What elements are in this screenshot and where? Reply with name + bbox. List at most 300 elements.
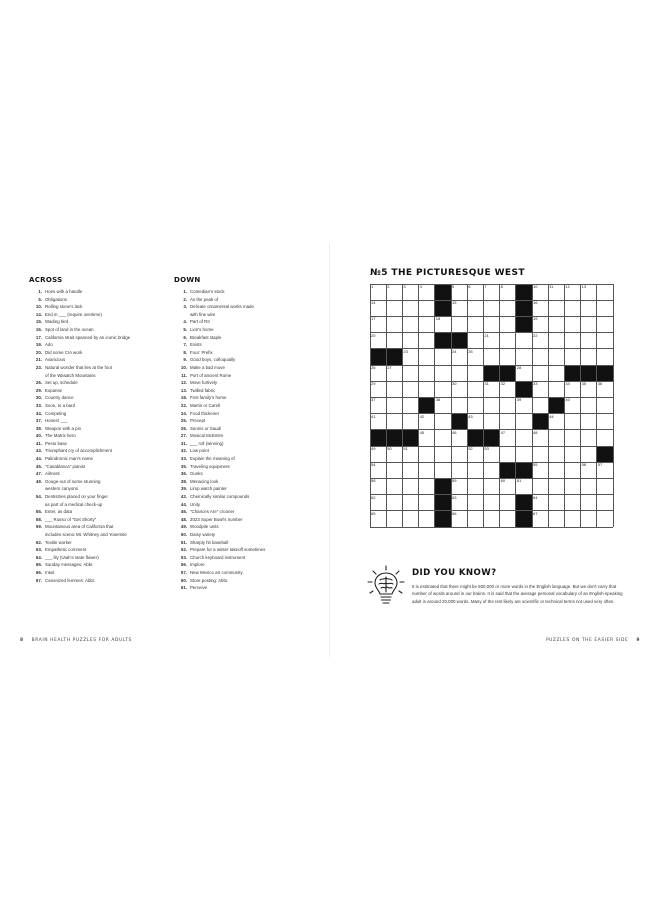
cell-number: 31 xyxy=(484,381,489,387)
clue-text: Soon, to a bard xyxy=(45,402,76,408)
cell-number: 56 xyxy=(581,462,587,468)
clue-text: Daisy variety xyxy=(190,532,216,537)
grid-cell[interactable] xyxy=(500,495,516,511)
puzzle-title: №5 THE PICTURESQUE WEST xyxy=(370,268,525,278)
grid-cell[interactable] xyxy=(435,365,451,381)
page-gutter xyxy=(329,243,330,657)
grid-cell[interactable] xyxy=(516,333,532,349)
grid-cell[interactable] xyxy=(402,381,418,397)
grid-cell[interactable] xyxy=(419,316,435,332)
grid-cell[interactable] xyxy=(564,397,580,413)
grid-cell[interactable] xyxy=(451,430,467,446)
grid-cell[interactable] xyxy=(500,478,516,494)
grid-cell[interactable] xyxy=(386,300,402,316)
cell-number: 32 xyxy=(500,381,506,387)
down-clue-list xyxy=(174,288,324,592)
grid-block xyxy=(548,397,564,413)
grid-cell[interactable] xyxy=(581,446,597,462)
grid-cell[interactable] xyxy=(402,300,418,316)
grid-cell[interactable] xyxy=(435,316,451,332)
grid-cell[interactable] xyxy=(467,495,483,511)
grid-cell[interactable] xyxy=(597,478,613,494)
grid-line xyxy=(386,284,390,527)
grid-cell[interactable] xyxy=(597,300,613,316)
cell-number: 45 xyxy=(419,429,425,435)
across-clue xyxy=(29,447,161,455)
grid-cell[interactable] xyxy=(402,333,418,349)
grid-cell[interactable] xyxy=(451,284,467,300)
grid-cell[interactable] xyxy=(386,316,402,332)
across-clue xyxy=(29,569,161,577)
grid-cell[interactable] xyxy=(386,414,402,430)
grid-cell[interactable] xyxy=(532,300,548,316)
cell-number: 24 xyxy=(452,348,457,354)
grid-cell[interactable] xyxy=(548,478,564,494)
grid-cell[interactable] xyxy=(597,495,613,511)
grid-cell[interactable] xyxy=(467,462,483,478)
grid-cell[interactable] xyxy=(451,478,467,494)
grid-cell[interactable] xyxy=(419,300,435,316)
grid-cell[interactable] xyxy=(564,349,580,365)
grid-cell[interactable] xyxy=(467,349,483,365)
clue-number: 62. xyxy=(35,539,42,545)
grid-cell[interactable] xyxy=(419,284,435,300)
grid-cell[interactable] xyxy=(532,495,548,511)
clue-text: Exists xyxy=(190,342,202,348)
clue-number: 39. xyxy=(180,486,187,492)
clue-number: 42. xyxy=(180,494,187,500)
grid-cell[interactable] xyxy=(581,430,597,446)
cell-number: 2 xyxy=(387,284,390,289)
grid-cell[interactable] xyxy=(581,333,597,349)
grid-cell[interactable] xyxy=(532,478,548,494)
grid-cell[interactable] xyxy=(548,495,564,511)
grid-cell[interactable] xyxy=(516,446,532,462)
grid-cell[interactable] xyxy=(500,430,516,446)
grid-block xyxy=(532,414,548,430)
down-clue xyxy=(174,523,324,531)
grid-cell[interactable] xyxy=(370,446,386,462)
grid-cell[interactable] xyxy=(532,381,548,397)
grid-cell[interactable] xyxy=(483,446,499,462)
grid-cell[interactable] xyxy=(451,365,467,381)
grid-line xyxy=(434,284,435,527)
clue-number: 21. xyxy=(35,357,42,363)
across-clue xyxy=(29,296,161,304)
grid-cell[interactable] xyxy=(548,414,564,430)
grid-block xyxy=(483,365,499,381)
across-clue xyxy=(29,394,161,402)
grid-cell[interactable] xyxy=(419,349,435,365)
grid-cell[interactable] xyxy=(581,284,597,300)
clue-text: Competing xyxy=(45,410,67,416)
grid-block xyxy=(516,284,532,300)
grid-cell[interactable] xyxy=(532,462,548,478)
clue-number: 26. xyxy=(180,425,187,431)
grid-cell[interactable] xyxy=(564,414,580,430)
grid-cell[interactable] xyxy=(581,349,597,365)
grid-cell[interactable] xyxy=(564,284,580,300)
grid-cell[interactable] xyxy=(483,284,499,300)
grid-cell[interactable] xyxy=(467,397,483,413)
grid-cell[interactable] xyxy=(548,284,564,300)
grid-cell[interactable] xyxy=(451,511,467,527)
cell-number: 28 xyxy=(516,365,522,370)
grid-cell[interactable] xyxy=(370,462,386,478)
grid-cell[interactable] xyxy=(419,365,435,381)
grid-cell[interactable] xyxy=(451,462,467,478)
clue-text: Lion's home xyxy=(190,326,214,332)
clue-number: 55. xyxy=(35,509,42,515)
grid-block xyxy=(483,430,499,446)
grid-cell[interactable] xyxy=(548,333,564,349)
cell-number: 19 xyxy=(533,316,538,322)
grid-cell[interactable] xyxy=(467,478,483,494)
across-clue xyxy=(29,288,161,296)
grid-cell[interactable] xyxy=(402,316,418,332)
cell-number: 52 xyxy=(468,446,473,451)
grid-cell[interactable] xyxy=(597,284,613,300)
grid-cell[interactable] xyxy=(402,349,418,365)
grid-cell[interactable] xyxy=(500,511,516,527)
grid-cell[interactable] xyxy=(564,478,580,494)
grid-cell[interactable] xyxy=(564,495,580,511)
grid-cell[interactable] xyxy=(548,430,564,446)
grid-cell[interactable] xyxy=(483,478,499,494)
grid-line xyxy=(580,284,581,527)
grid-cell[interactable] xyxy=(581,397,597,413)
clue-text: ___ Russo of "Get Shorty" xyxy=(45,516,97,522)
grid-cell[interactable] xyxy=(581,495,597,511)
grid-cell[interactable] xyxy=(597,430,613,446)
clue-text: 2023 Super Bowl's number xyxy=(190,516,243,522)
grid-cell[interactable] xyxy=(402,462,418,478)
grid-cell[interactable] xyxy=(451,495,467,511)
grid-cell[interactable] xyxy=(483,349,499,365)
clue-text: Rolling stone's lack xyxy=(45,304,83,310)
cell-number: 22 xyxy=(533,332,538,338)
grid-cell[interactable] xyxy=(532,365,548,381)
grid-cell[interactable] xyxy=(483,381,499,397)
grid-cell[interactable] xyxy=(597,316,613,332)
grid-cell[interactable] xyxy=(467,333,483,349)
grid-cell[interactable] xyxy=(370,495,386,511)
grid-cell[interactable] xyxy=(581,316,597,332)
grid-cell[interactable] xyxy=(386,446,402,462)
grid-cell[interactable] xyxy=(500,284,516,300)
grid-cell[interactable] xyxy=(370,381,386,397)
grid-cell[interactable] xyxy=(548,381,564,397)
grid-cell[interactable] xyxy=(516,365,532,381)
grid-cell[interactable] xyxy=(370,414,386,430)
grid-cell[interactable] xyxy=(500,300,516,316)
clue-text: Gouge-out of some stunning western canyons xyxy=(45,478,101,492)
grid-cell[interactable] xyxy=(548,446,564,462)
cell-number: 39 xyxy=(516,397,522,403)
across-clue xyxy=(29,455,161,463)
grid-cell[interactable] xyxy=(500,349,516,365)
clue-text: ___ lily (Utah's state flower) xyxy=(45,554,99,560)
grid-line xyxy=(548,284,549,527)
grid-cell[interactable] xyxy=(532,316,548,332)
grid-cell[interactable] xyxy=(386,284,402,300)
grid-cell[interactable] xyxy=(419,446,435,462)
grid-cell[interactable] xyxy=(370,284,386,300)
across-clue xyxy=(29,470,161,478)
clue-number: 14. xyxy=(35,311,42,317)
grid-cell[interactable] xyxy=(451,446,467,462)
grid-cell[interactable] xyxy=(419,414,435,430)
down-clue xyxy=(174,334,324,342)
grid-cell[interactable] xyxy=(532,333,548,349)
grid-cell[interactable] xyxy=(419,511,435,527)
grid-block xyxy=(451,333,467,349)
grid-line xyxy=(370,300,613,301)
down-clue xyxy=(174,410,324,418)
cell-number: 60 xyxy=(500,478,506,484)
grid-cell[interactable] xyxy=(597,511,613,527)
grid-cell[interactable] xyxy=(402,446,418,462)
grid-cell[interactable] xyxy=(370,333,386,349)
grid-block xyxy=(370,430,386,446)
clue-number: 13. xyxy=(180,387,187,393)
clue-text: Sharply hit baseball xyxy=(190,539,229,545)
clue-number: 59. xyxy=(35,524,42,530)
clue-text: California strait spanned by an iconic bridge xyxy=(45,334,131,340)
grid-line xyxy=(370,316,613,317)
grid-cell[interactable] xyxy=(548,462,564,478)
across-clue xyxy=(29,508,161,516)
grid-cell[interactable] xyxy=(548,511,564,527)
grid-block xyxy=(597,365,613,381)
grid-cell[interactable] xyxy=(500,381,516,397)
across-clue xyxy=(29,410,161,418)
grid-cell[interactable] xyxy=(402,284,418,300)
cell-number: 5 xyxy=(452,284,455,289)
grid-cell[interactable] xyxy=(451,397,467,413)
down-clue xyxy=(174,356,324,364)
across-clue xyxy=(29,303,161,311)
grid-cell[interactable] xyxy=(483,397,499,413)
down-clue xyxy=(174,455,324,463)
grid-cell[interactable] xyxy=(370,316,386,332)
grid-cell[interactable] xyxy=(564,446,580,462)
clue-text: Move furtively xyxy=(190,380,218,386)
clue-text: Ado xyxy=(45,342,53,348)
grid-cell[interactable] xyxy=(419,462,435,478)
grid-cell[interactable] xyxy=(451,381,467,397)
grid-cell[interactable] xyxy=(435,462,451,478)
grid-cell[interactable] xyxy=(386,511,402,527)
clue-text: Weapon with a pin xyxy=(45,425,82,431)
grid-cell[interactable] xyxy=(435,446,451,462)
grid-cell[interactable] xyxy=(500,414,516,430)
grid-cell[interactable] xyxy=(435,430,451,446)
did-you-know-text: It is estimated that there might be 500,000 or more words in the English language. But we don't carry that number of words around in our brains. It is said that the average personal vocabulary of an English-speaking adult is around 20,000 words. Many of the rest likely are scientific or technical terms not used very often. xyxy=(412,584,623,604)
grid-cell[interactable] xyxy=(435,381,451,397)
grid-cell[interactable] xyxy=(581,414,597,430)
grid-cell[interactable] xyxy=(419,495,435,511)
grid-cell[interactable] xyxy=(370,365,386,381)
grid-cell[interactable] xyxy=(370,478,386,494)
grid-cell[interactable] xyxy=(516,349,532,365)
grid-cell[interactable] xyxy=(564,462,580,478)
grid-cell[interactable] xyxy=(516,478,532,494)
grid-cell[interactable] xyxy=(564,316,580,332)
down-clue xyxy=(174,402,324,410)
grid-cell[interactable] xyxy=(532,284,548,300)
grid-line xyxy=(370,494,613,495)
clue-number: 44. xyxy=(35,456,42,462)
clue-number: 22. xyxy=(180,402,187,408)
grid-cell[interactable] xyxy=(532,397,548,413)
grid-cell[interactable] xyxy=(451,349,467,365)
grid-cell[interactable] xyxy=(597,397,613,413)
grid-cell[interactable] xyxy=(435,414,451,430)
grid-cell[interactable] xyxy=(451,316,467,332)
cell-number: 11 xyxy=(549,284,554,289)
grid-cell[interactable] xyxy=(386,333,402,349)
grid-line xyxy=(370,348,613,349)
grid-cell[interactable] xyxy=(581,381,597,397)
grid-cell[interactable] xyxy=(597,462,613,478)
grid-cell[interactable] xyxy=(419,430,435,446)
cell-number: 33 xyxy=(533,381,538,387)
grid-cell[interactable] xyxy=(516,414,532,430)
grid-cell[interactable] xyxy=(597,333,613,349)
grid-line xyxy=(596,284,597,527)
cell-number: 35 xyxy=(581,381,587,387)
grid-cell[interactable] xyxy=(467,511,483,527)
grid-cell[interactable] xyxy=(564,381,580,397)
grid-cell[interactable] xyxy=(597,381,613,397)
down-clue xyxy=(174,372,324,380)
grid-cell[interactable] xyxy=(419,381,435,397)
grid-cell[interactable] xyxy=(402,511,418,527)
grid-cell[interactable] xyxy=(467,284,483,300)
grid-cell[interactable] xyxy=(581,511,597,527)
grid-line xyxy=(370,397,613,398)
grid-cell[interactable] xyxy=(483,495,499,511)
grid-cell[interactable] xyxy=(548,300,564,316)
grid-line xyxy=(370,332,613,333)
clue-text: Explain the meaning of xyxy=(190,456,235,462)
grid-cell[interactable] xyxy=(483,333,499,349)
grid-cell[interactable] xyxy=(548,349,564,365)
grid-cell[interactable] xyxy=(500,333,516,349)
grid-cell[interactable] xyxy=(402,495,418,511)
grid-cell[interactable] xyxy=(483,414,499,430)
clue-text: Implore xyxy=(190,562,205,568)
grid-cell[interactable] xyxy=(386,365,402,381)
grid-cell[interactable] xyxy=(451,300,467,316)
grid-cell[interactable] xyxy=(386,381,402,397)
grid-cell[interactable] xyxy=(386,478,402,494)
grid-cell[interactable] xyxy=(419,478,435,494)
grid-cell[interactable] xyxy=(597,414,613,430)
grid-cell[interactable] xyxy=(564,333,580,349)
grid-block xyxy=(564,365,580,381)
cell-number: 27 xyxy=(387,365,392,370)
grid-cell[interactable] xyxy=(386,397,402,413)
grid-cell[interactable] xyxy=(467,365,483,381)
grid-cell[interactable] xyxy=(370,300,386,316)
grid-cell[interactable] xyxy=(467,316,483,332)
grid-cell[interactable] xyxy=(483,316,499,332)
grid-cell[interactable] xyxy=(483,300,499,316)
clue-number: 41. xyxy=(35,440,42,446)
grid-cell[interactable] xyxy=(532,430,548,446)
clue-text: Ailment xyxy=(45,471,60,477)
clue-text: Empathetic comment xyxy=(45,547,87,553)
grid-cell[interactable] xyxy=(564,511,580,527)
grid-cell[interactable] xyxy=(581,300,597,316)
grid-cell[interactable] xyxy=(500,446,516,462)
grid-cell[interactable] xyxy=(483,462,499,478)
grid-cell[interactable] xyxy=(402,414,418,430)
cell-number: 17 xyxy=(371,316,376,322)
grid-cell[interactable] xyxy=(532,446,548,462)
grid-cell[interactable] xyxy=(402,397,418,413)
cell-number: 20 xyxy=(371,332,376,338)
grid-cell[interactable] xyxy=(467,414,483,430)
down-clue xyxy=(174,394,324,402)
grid-cell[interactable] xyxy=(435,397,451,413)
grid-cell[interactable] xyxy=(597,349,613,365)
grid-cell[interactable] xyxy=(402,365,418,381)
grid-cell[interactable] xyxy=(516,430,532,446)
grid-cell[interactable] xyxy=(581,478,597,494)
grid-cell[interactable] xyxy=(564,430,580,446)
clue-number: 16. xyxy=(35,326,42,332)
grid-cell[interactable] xyxy=(386,462,402,478)
cell-number: 50 xyxy=(387,446,392,451)
clue-number: 5. xyxy=(38,296,42,302)
across-clue xyxy=(29,379,161,387)
grid-cell[interactable] xyxy=(370,511,386,527)
left-footer xyxy=(20,638,132,643)
clue-number: 61. xyxy=(180,585,187,591)
grid-cell[interactable] xyxy=(500,316,516,332)
grid-cell[interactable] xyxy=(435,349,451,365)
grid-cell[interactable] xyxy=(467,446,483,462)
clue-text: Twilled fabric xyxy=(190,387,216,393)
grid-cell[interactable] xyxy=(532,349,548,365)
grid-cell[interactable] xyxy=(467,381,483,397)
grid-line xyxy=(515,284,516,527)
grid-cell[interactable] xyxy=(532,511,548,527)
clue-number: 29. xyxy=(35,387,42,393)
clue-number: 54. xyxy=(35,494,42,500)
grid-cell[interactable] xyxy=(467,300,483,316)
clue-number: 67. xyxy=(35,577,42,583)
grid-cell[interactable] xyxy=(419,333,435,349)
grid-cell[interactable] xyxy=(548,365,564,381)
crossword-grid xyxy=(370,284,613,527)
grid-cell[interactable] xyxy=(402,478,418,494)
grid-cell[interactable] xyxy=(564,300,580,316)
clue-text: Martin or Carell xyxy=(190,402,221,408)
grid-cell[interactable] xyxy=(370,397,386,413)
grid-cell[interactable] xyxy=(386,495,402,511)
grid-cell[interactable] xyxy=(483,511,499,527)
grid-cell[interactable] xyxy=(500,397,516,413)
clue-number: 25. xyxy=(180,418,187,424)
grid-cell[interactable] xyxy=(516,397,532,413)
across-clue xyxy=(29,554,161,562)
grid-cell[interactable] xyxy=(548,316,564,332)
grid-cell[interactable] xyxy=(581,462,597,478)
